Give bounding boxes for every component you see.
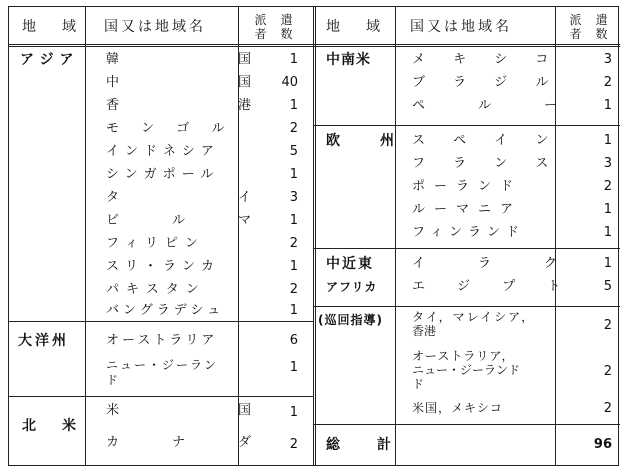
count-value: 2 — [603, 364, 612, 379]
country-name: ブ ラ ジ ル — [412, 75, 561, 90]
count-value: 2 — [289, 437, 298, 452]
country-name: スリ・ランカ — [106, 259, 221, 274]
country-name: モ ン ゴ ル — [106, 121, 234, 136]
country-name: ビ ル マ — [106, 213, 261, 228]
count-value: 6 — [289, 333, 298, 348]
country-name: フィンランド — [412, 225, 525, 240]
country-name: イ ラ ク — [412, 256, 567, 271]
region-label: 欧 州 — [326, 133, 398, 149]
count-value: 2 — [603, 179, 612, 194]
country-name: 韓 国 — [106, 52, 261, 67]
country-name: タ イ — [106, 190, 261, 205]
header-count-top: 派 遣 — [254, 13, 294, 27]
total-label: 総 計 — [326, 437, 394, 453]
count-value: 1 — [603, 98, 612, 113]
count-value: 1 — [603, 225, 612, 240]
count-value: 1 — [289, 405, 298, 420]
count-value: 40 — [281, 75, 298, 90]
region-label: 北 米 — [22, 418, 82, 434]
country-name: ニュー・ジーラン — [106, 358, 219, 372]
count-value: 1 — [289, 360, 298, 375]
count-value: 1 — [289, 259, 298, 274]
region-label: 大洋州 — [18, 333, 69, 349]
header-count-bottom-right: 者 数 — [569, 27, 609, 41]
count-value: 1 — [289, 167, 298, 182]
region-label: 中近東 — [326, 256, 374, 272]
country-name: オーストラリア， — [412, 349, 515, 363]
country-name-cont: ド — [106, 373, 119, 387]
country-name: ペ ル ー — [412, 98, 567, 113]
count-value: 3 — [603, 156, 612, 171]
country-name: パキスタン — [106, 282, 206, 297]
country-name: 香 港 — [106, 98, 261, 113]
country-name: ス ペ イ ン — [412, 133, 561, 148]
count-value: 2 — [603, 318, 612, 333]
count-value: 2 — [289, 121, 298, 136]
country-name-cont: 香港 — [412, 324, 437, 338]
count-value: 1 — [289, 303, 298, 318]
count-value: 1 — [603, 202, 612, 217]
count-value: 1 — [289, 213, 298, 228]
country-name: オーストラリア — [106, 333, 218, 348]
count-value: 3 — [289, 190, 298, 205]
country-name: インドネシア — [106, 144, 220, 159]
country-name: ルーマニア — [412, 202, 523, 217]
header-country-right: 国又は地域名 — [410, 19, 512, 35]
region-label: 中南米 — [326, 52, 371, 68]
count-value: 1 — [603, 256, 612, 271]
country-name-cont: ニュー・ジーランド — [412, 363, 521, 377]
count-value: 5 — [289, 144, 298, 159]
country-name: エ ジ プ ト — [412, 279, 575, 294]
header-region: 地 域 — [22, 19, 82, 35]
total-value: 96 — [593, 437, 612, 452]
region-label: アフリカ — [326, 280, 378, 294]
region-label: (巡回指導) — [318, 313, 383, 327]
header-count-bottom: 者 数 — [254, 27, 294, 41]
count-value: 2 — [289, 282, 298, 297]
country-name: 米国，メキシコ — [412, 401, 503, 415]
count-value: 2 — [603, 401, 612, 416]
count-value: 1 — [603, 133, 612, 148]
country-name: フ ラ ン ス — [412, 156, 561, 171]
count-value: 1 — [289, 52, 298, 67]
country-name: 中 国 — [106, 75, 261, 90]
country-name: メ キ シ コ — [412, 52, 561, 67]
country-name: 米 国 — [106, 403, 261, 418]
header-country: 国又は地域名 — [104, 19, 206, 35]
country-name: タイ，マレイシア， — [412, 310, 536, 324]
region-label: アジア — [20, 52, 80, 68]
country-name: フィリピン — [106, 236, 205, 251]
country-name-cont: ド — [412, 377, 425, 391]
country-name: ポーランド — [412, 179, 523, 194]
count-value: 2 — [289, 236, 298, 251]
count-value: 1 — [289, 98, 298, 113]
count-value: 3 — [603, 52, 612, 67]
count-value: 5 — [603, 279, 612, 294]
header-region-right: 地 域 — [326, 19, 386, 35]
country-name: カ ナ ダ — [106, 435, 261, 450]
header-count-top-right: 派 遣 — [569, 13, 609, 27]
country-name: シンガポール — [106, 167, 220, 182]
count-value: 2 — [603, 75, 612, 90]
country-name: バングラデシュ — [106, 303, 225, 318]
